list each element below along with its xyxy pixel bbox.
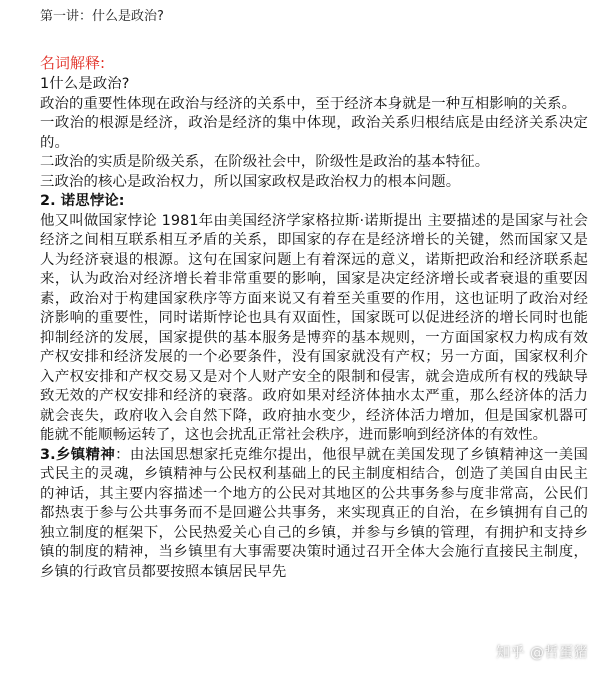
question-1-title: 1什么是政治?: [40, 76, 130, 92]
question-3-paragraph: ：由法国思想家托克维尔提出，他很早就在美国发现了乡镇精神这一美国式民主的灵魂，乡镇精神与公民权利基础上的民主制度相结合，创造了美国自由民主的神话，其主要内容描述一个地方的公民对其地区的公共事务参与度非常高，公民们都热衷于参与公共事务而不是回避公共事务，来实现真正的自治，在乡镇拥有自己的独立制度的框架下，公民热爱关心自己的乡镇，并参与乡镇的管理，有拥护和支持乡镇的制度的精神，当乡镇里有大事需要决策时通过召开全体大会施行直接民主制度，乡镇的行政官员都要按照本镇居民早先: [40, 446, 588, 580]
zhihu-watermark: [496, 642, 588, 662]
question-3-title: 3.乡镇精神: [40, 446, 116, 463]
question-2-title: 2. 诺思悖论:: [40, 193, 125, 209]
question-1-paragraph-3: 二政治的实质是阶级关系，在阶级社会中，阶级性是政治的基本特征。: [40, 154, 490, 170]
question-1-paragraph-4: 三政治的核心是政治权力，所以国家政权是政治权力的根本问题。: [40, 173, 461, 190]
document-body: [40, 75, 588, 582]
watermark-text: 知乎 @哲蛋猪: [496, 645, 588, 661]
question-1-paragraph-1: 政治的重要性体现在政治与经济的关系中，至于经济本身就是一种互相影响的关系。: [40, 95, 577, 112]
section-heading-definitions: 名词解释:: [40, 54, 106, 72]
question-1-paragraph-2: 一政治的根源是经济，政治是经济的集中体现，政治关系归根结底是由经济关系决定的。: [40, 115, 588, 151]
page-title: 第一讲：什么是政治?: [40, 9, 164, 24]
question-2-paragraph: 他又叫做国家悖论 1981年由美国经济学家格拉斯·诺斯提出 主要描述的是国家与社会经济之间相互联系相互矛盾的关系，即国家的存在是经济增长的关键，然而国家又是人为经济衰退的根源。这句在国家问题上有着深远的意义，诺斯把政治和经济联系起来，认为政治对经济增长着非常重要的影响，国家是决定经济增长或者衰退的重要因素，政治对于构建国家秩序等方面来说又有着至关重要的作用，这也证明了政治对经济影响的重要性，同时诺斯悖论也具有双面性，国家既可以促进经济的增长同时也能抑制经济的发展，国家提供的基本服务是博弈的基本规则，一方面国家权力构成有效产权安排和经济发展的一个必要条件，没有国家就没有产权；另一方面，国家权利介入产权安排和产权交易又是对个人财产安全的限制和侵害，就会造成所有权的残缺导致无效的产权安排和经济的衰落。政府如果对经济体抽水太严重，那么经济体的活力就会丧失，政府收入会自然下降，政府抽水变少，经济体活力增加，但是国家机器可能就不能顺畅运转了，这也会扰乱正常社会秩序，进而影响到经济体的有效性。: [40, 212, 588, 443]
question-3-block: [40, 446, 588, 583]
